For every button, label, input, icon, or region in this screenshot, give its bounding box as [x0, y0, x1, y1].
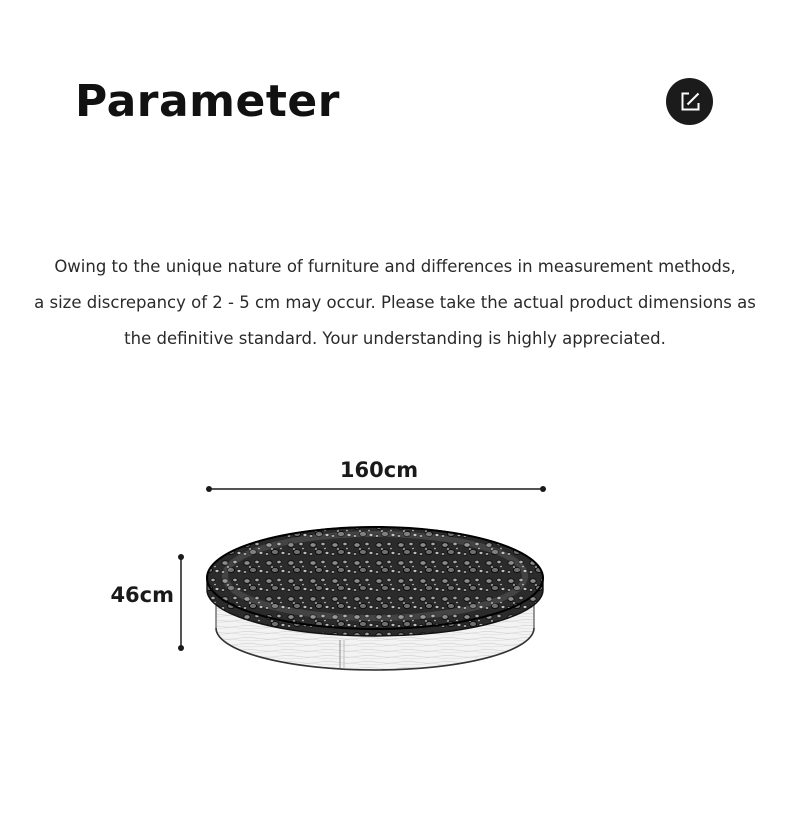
- disclaimer-line-1: Owing to the unique nature of furniture and differences in measurement methods,: [54, 257, 736, 276]
- ottoman-cushion: [207, 527, 543, 636]
- width-dimension-line: [206, 486, 546, 492]
- height-label: 46cm: [110, 583, 174, 607]
- page-title: Parameter: [75, 76, 340, 127]
- disclaimer-line-2: a size discrepancy of 2 - 5 cm may occur. Please take the actual product dimensions as: [34, 293, 756, 312]
- height-dimension-line: [178, 554, 184, 651]
- disclaimer-line-3: the definitive standard. Your understanding is highly appreciated.: [124, 329, 666, 348]
- width-label: 160cm: [339, 458, 419, 482]
